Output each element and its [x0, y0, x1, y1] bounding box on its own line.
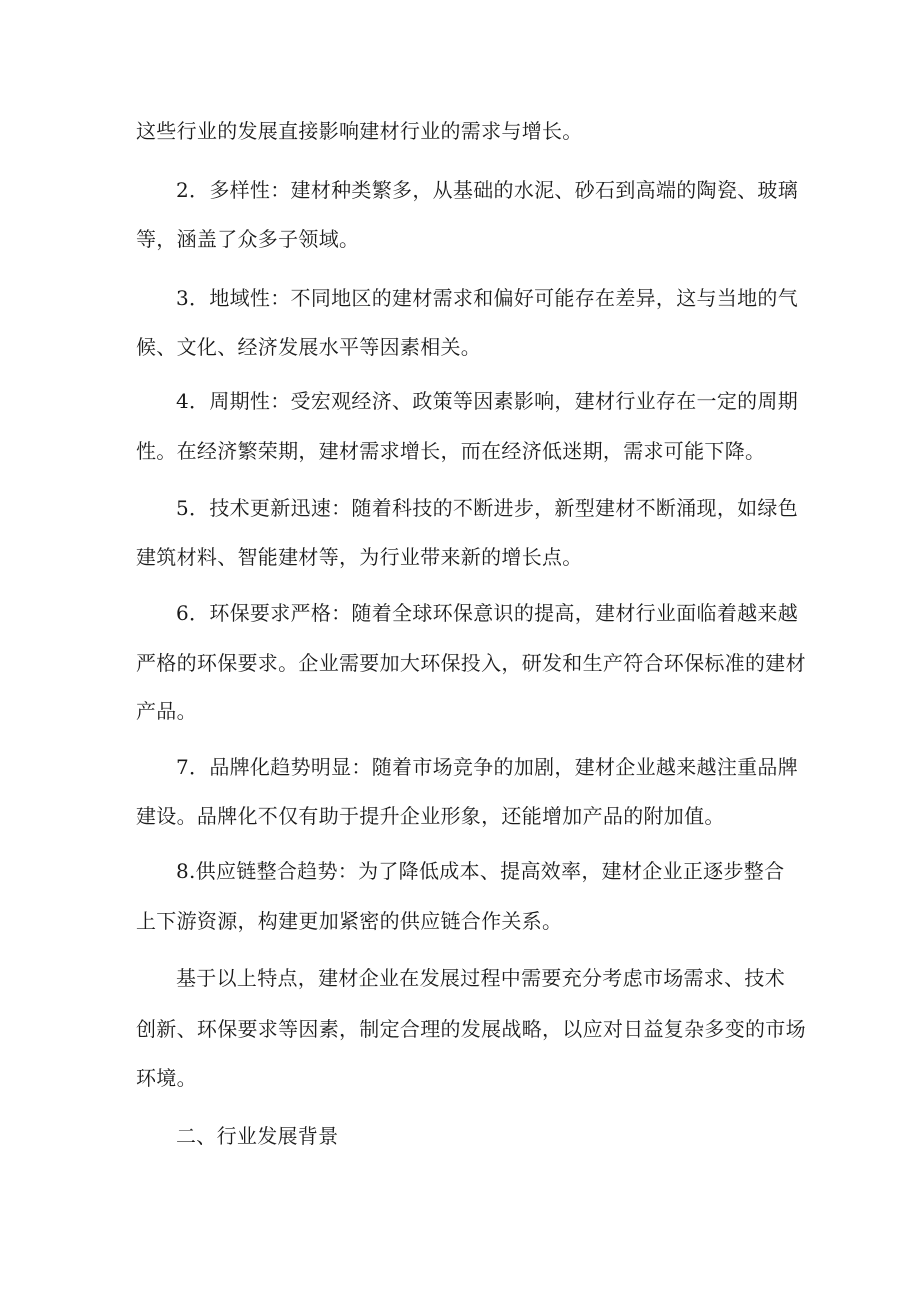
list-item-2-line-2: 等，涵盖了众多子领域。	[136, 227, 360, 251]
list-item-4-line-2: 性。在经济繁荣期，建材需求增长，而在经济低迷期，需求可能下降。	[136, 439, 766, 463]
list-item-8-line-1: 8.供应链整合趋势：为了降低成本、提高效率，建材企业正逐步整合	[176, 859, 785, 883]
list-item-8-line-2: 上下游资源，构建更加紧密的供应链合作关系。	[136, 909, 563, 933]
summary-line-1: 基于以上特点，建材企业在发展过程中需要充分考虑市场需求、技术	[176, 966, 785, 990]
section-heading: 二、行业发展背景	[176, 1124, 339, 1148]
paragraph-line: 这些行业的发展直接影响建材行业的需求与增长。	[136, 119, 583, 143]
summary-line-3: 环境。	[136, 1066, 197, 1090]
list-item-3-line-1: 3．地域性：不同地区的建材需求和偏好可能存在差异，这与当地的气	[176, 286, 799, 310]
list-item-3-line-2: 候、文化、经济发展水平等因素相关。	[136, 335, 482, 359]
list-item-5-line-1: 5．技术更新迅速：随着科技的不断进步，新型建材不断涌现，如绿色	[176, 496, 799, 520]
list-item-6-line-2: 严格的环保要求。企业需要加大环保投入，研发和生产符合环保标准的建材	[136, 651, 806, 675]
list-item-6-line-3: 产品。	[136, 699, 197, 723]
list-item-7-line-2: 建设。品牌化不仅有助于提升企业形象，还能增加产品的附加值。	[136, 804, 725, 828]
list-item-7-line-1: 7．品牌化趋势明显：随着市场竞争的加剧，建材企业越来越注重品牌	[176, 755, 799, 779]
list-item-2-line-1: 2．多样性：建材种类繁多，从基础的水泥、砂石到高端的陶瓷、玻璃	[176, 178, 799, 202]
summary-line-2: 创新、环保要求等因素，制定合理的发展战略，以应对日益复杂多变的市场	[136, 1017, 806, 1041]
list-item-5-line-2: 建筑材料、智能建材等，为行业带来新的增长点。	[136, 545, 583, 569]
list-item-6-line-1: 6．环保要求严格：随着全球环保意识的提高，建材行业面临着越来越	[176, 601, 799, 625]
list-item-4-line-1: 4．周期性：受宏观经济、政策等因素影响，建材行业存在一定的周期	[176, 389, 799, 413]
